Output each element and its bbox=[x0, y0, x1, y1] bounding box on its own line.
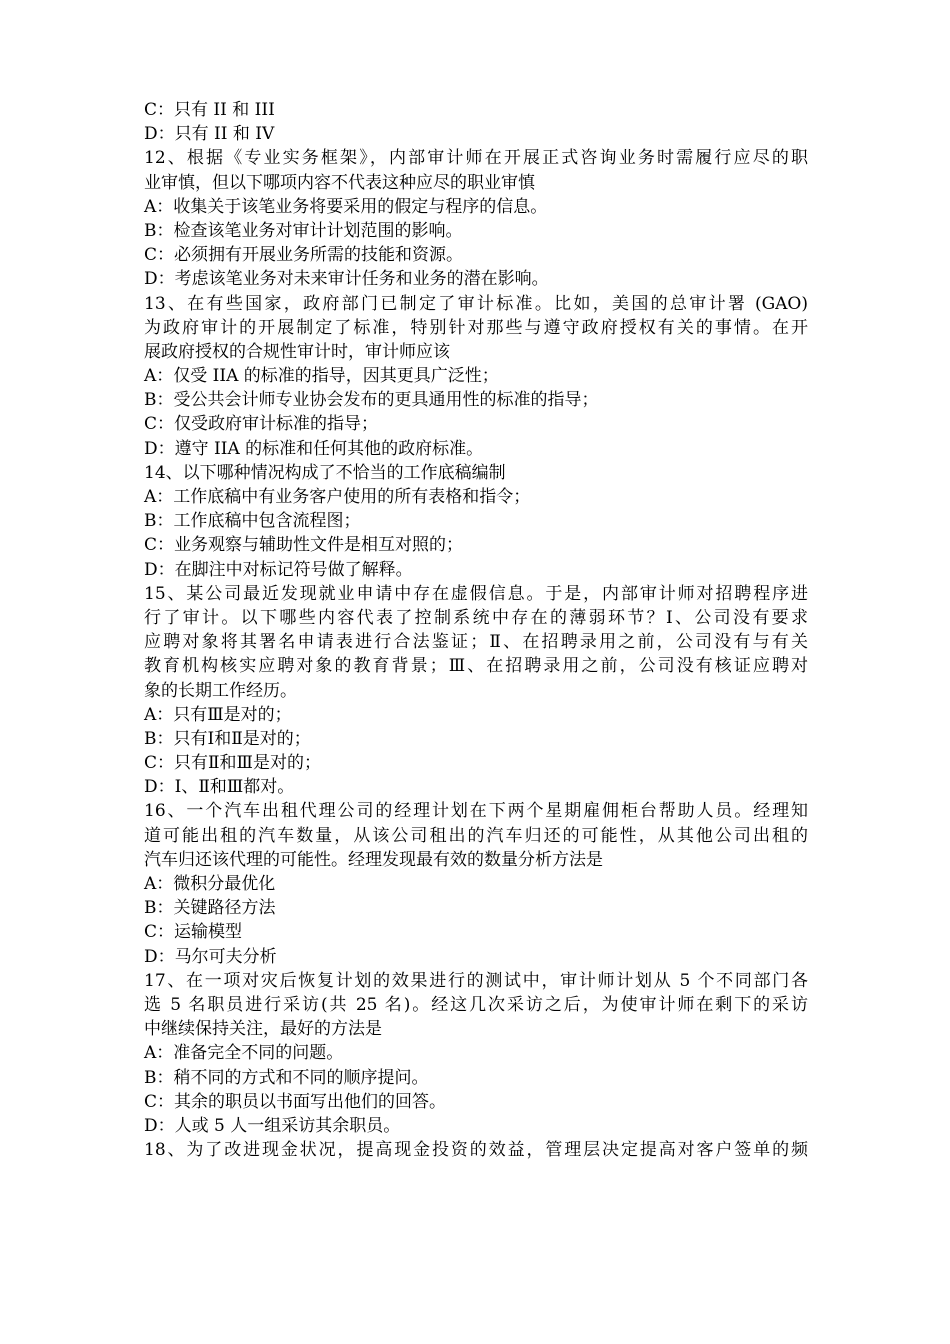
option-line: C：只有 II 和 III bbox=[144, 100, 275, 120]
option-line: A：微积分最优化 bbox=[144, 874, 276, 894]
option-line: A：仅受 IIA 的标准的指导，因其更具广泛性； bbox=[144, 366, 499, 387]
question-13-text: 展政府授权的合规性审计时，审计师应该 bbox=[144, 341, 450, 362]
option-line: A：工作底稿中有业务客户使用的所有表格和指令； bbox=[144, 487, 531, 507]
option-line: A：收集关于该笔业务将要采用的假定与程序的信息。 bbox=[144, 196, 548, 217]
question-16-text: 汽车归还该代理的可能性。经理发现最有效的数量分析方法是 bbox=[144, 849, 603, 870]
option-line: B：关键路径方法 bbox=[144, 898, 276, 919]
option-line: D：考虑该笔业务对未来审计任务和业务的潜在影响。 bbox=[144, 269, 549, 290]
question-16-text: 16、一个汽车出租代理公司的经理计划在下两个星期雇佣柜台帮助人员。经理知 bbox=[144, 801, 808, 822]
option-line: B：检查该笔业务对审计计划范围的影响。 bbox=[144, 220, 463, 241]
option-line: D：遵守 IIA 的标准和任何其他的政府标准。 bbox=[144, 438, 484, 459]
option-line: B：受公共会计师专业协会发布的更具通用性的标准的指导； bbox=[144, 390, 599, 411]
option-line: A：准备完全不同的问题。 bbox=[144, 1043, 344, 1064]
question-17-text: 17、在一项对灾后恢复计划的效果进行的测试中，审计师计划从 5 个不同部门各 bbox=[144, 970, 808, 991]
option-line: B：稍不同的方式和不同的顺序提问。 bbox=[144, 1067, 429, 1088]
option-line: D：在脚注中对标记符号做了解释。 bbox=[144, 559, 413, 580]
question-12-text: 12、根据《专业实务框架》，内部审计师在开展正式咨询业务时需履行应尽的职 bbox=[144, 148, 808, 169]
option-line: D：只有 II 和 IV bbox=[144, 124, 275, 145]
question-15-text: 行了审计。以下哪些内容代表了控制系统中存在的薄弱环节？Ⅰ、公司没有要求 bbox=[144, 607, 808, 628]
question-16-text: 道可能出租的汽车数量，从该公司租出的汽车归还的可能性，从其他公司出租的 bbox=[144, 825, 808, 846]
question-13-text: 13、在有些国家，政府部门已制定了审计标准。比如，美国的总审计署 (GAO) bbox=[144, 293, 808, 314]
option-line: D：马尔可夫分析 bbox=[144, 946, 277, 967]
option-line: C：仅受政府审计标准的指导； bbox=[144, 414, 379, 435]
question-15-text: 15、某公司最近发现就业申请中存在虚假信息。于是，内部审计师对招聘程序进 bbox=[144, 583, 808, 604]
option-line: B：只有Ⅰ和Ⅱ是对的； bbox=[144, 728, 311, 749]
option-line: C：运输模型 bbox=[144, 922, 243, 943]
question-12-text: 业审慎，但以下哪项内容不代表这种应尽的职业审慎 bbox=[144, 172, 535, 193]
option-line: A：只有Ⅲ是对的； bbox=[144, 704, 292, 725]
option-line: D：人或 5 人一组采访其余职员。 bbox=[144, 1115, 401, 1136]
option-line: B：工作底稿中包含流程图； bbox=[144, 511, 361, 532]
question-18-text: 18、为了改进现金状况，提高现金投资的效益，管理层决定提高对客户签单的频 bbox=[144, 1140, 808, 1161]
question-17-text: 中继续保持关注，最好的方法是 bbox=[144, 1019, 382, 1040]
question-14-text: 14、以下哪种情况构成了不恰当的工作底稿编制 bbox=[144, 462, 506, 483]
option-line: C：业务观察与辅助性文件是相互对照的； bbox=[144, 535, 464, 556]
question-15-text: 应聘对象将其署名申请表进行合法鉴证；Ⅱ、在招聘录用之前，公司没有与有关 bbox=[144, 632, 808, 653]
question-17-text: 选 5 名职员进行采访(共 25 名)。经这几次采访之后，为使审计师在剩下的采访 bbox=[144, 994, 808, 1015]
option-line: C：只有Ⅱ和Ⅲ是对的； bbox=[144, 753, 321, 774]
question-15-text: 教育机构核实应聘对象的教育背景；Ⅲ、在招聘录用之前，公司没有核证应聘对 bbox=[144, 656, 808, 677]
option-line: C：必须拥有开展业务所需的技能和资源。 bbox=[144, 245, 464, 266]
question-13-text: 为政府审计的开展制定了标准，特别针对那些与遵守政府授权有关的事情。在开 bbox=[144, 317, 808, 338]
option-line: C：其余的职员以书面写出他们的回答。 bbox=[144, 1091, 447, 1112]
option-line: D：Ⅰ、Ⅱ和Ⅲ都对。 bbox=[144, 777, 295, 798]
document-body bbox=[144, 98, 808, 1162]
question-15-text: 象的长期工作经历。 bbox=[144, 680, 297, 701]
